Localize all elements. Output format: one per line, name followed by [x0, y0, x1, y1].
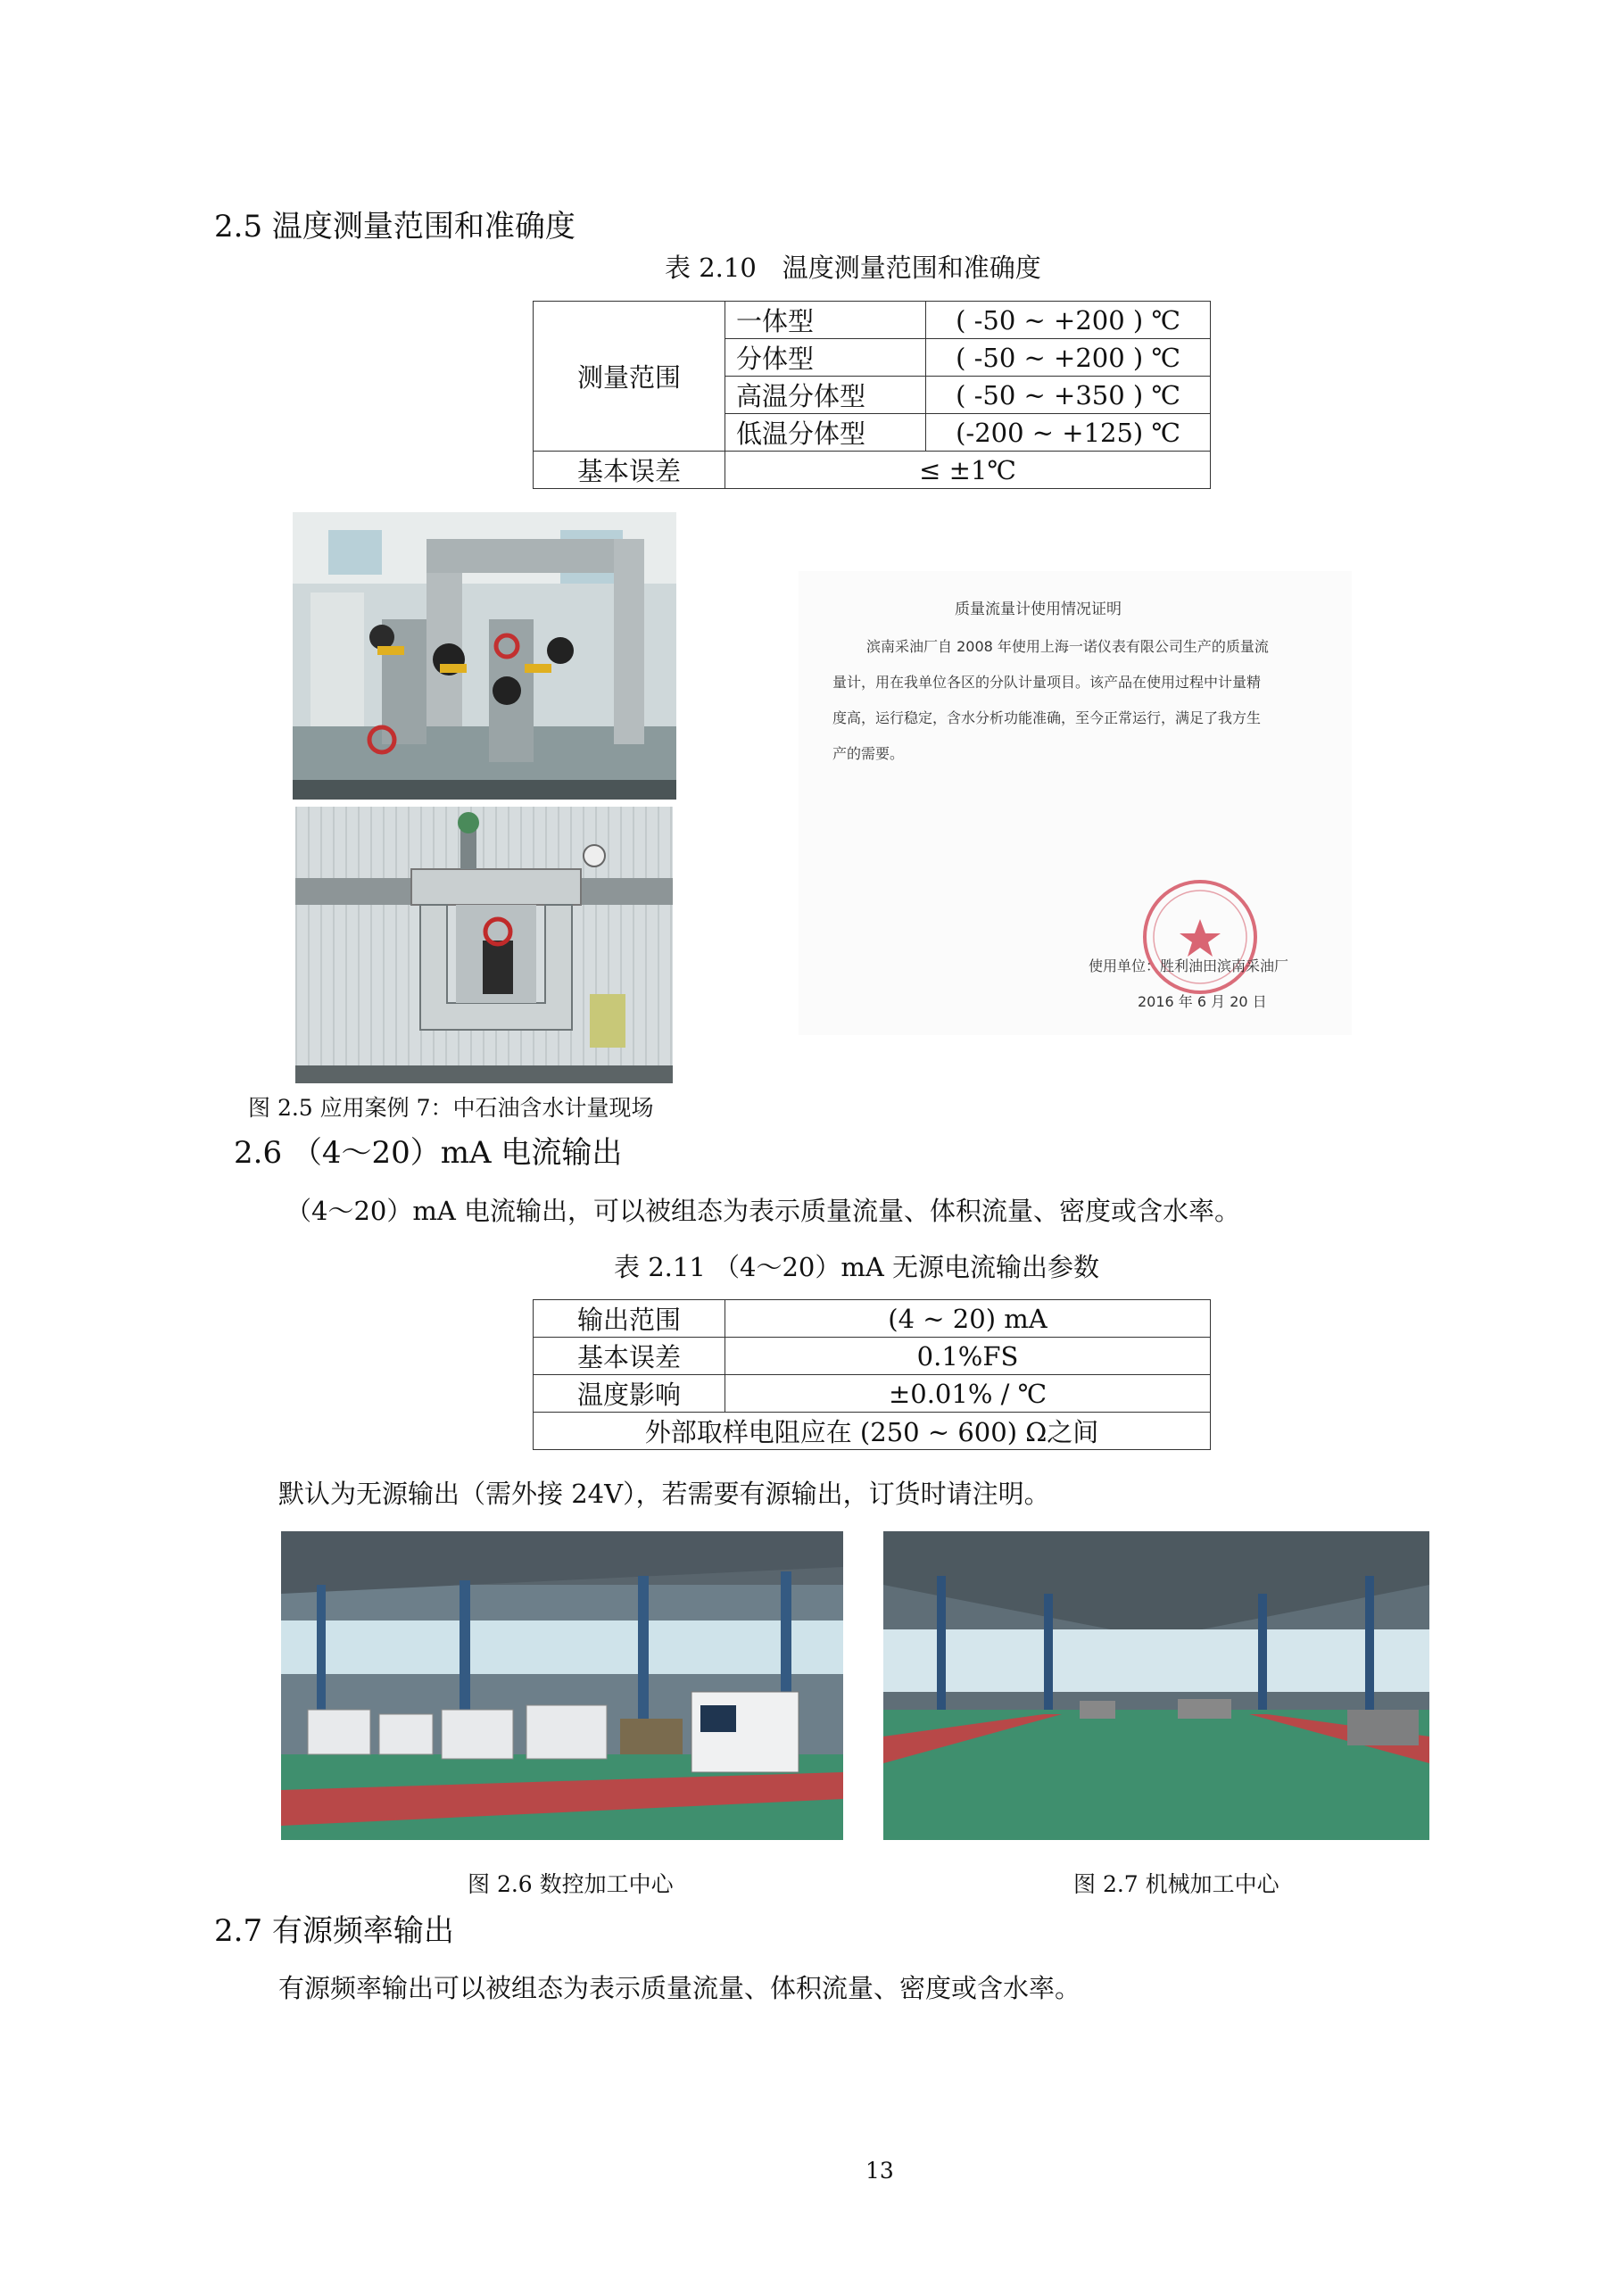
pipeline-installation-photo [293, 512, 676, 800]
resistor-note-cell: 外部取样电阻应在 (250 ~ 600) Ω之间 [534, 1413, 1211, 1450]
figure-caption-2-5: 图 2.5 应用案例 7：中石油含水计量现场 [248, 1095, 654, 1121]
certificate-line: 滨南采油厂自 2008 年使用上海一诺仪表有限公司生产的质量流 [866, 638, 1269, 655]
certificate-line: 量计，用在我单位各区的分队计量项目。该产品在使用过程中计量精 [832, 674, 1262, 691]
range-value-cell: (-200 ~ +125) ℃ [926, 414, 1211, 452]
sensor-type-cell: 低温分体型 [725, 414, 926, 452]
table-caption-2-11: 表 2.11 （4～20）mA 无源电流输出参数 [614, 1252, 1100, 1282]
certificate-line: 度高，运行稳定，含水分析功能准确，至今正常运行，满足了我方生 [832, 709, 1262, 726]
sensor-type-cell: 一体型 [725, 302, 926, 339]
usage-certificate [799, 571, 1352, 1035]
company-seal [1138, 874, 1263, 999]
figure-caption-2-6: 图 2.6 数控加工中心 [468, 1871, 674, 1897]
figure-caption-2-7: 图 2.7 机械加工中心 [1073, 1871, 1279, 1897]
section-heading-2-5: 2.5 温度测量范围和准确度 [214, 209, 576, 245]
range-value-cell: ( -50 ~ +350 ) ℃ [926, 377, 1211, 414]
passive-output-note: 默认为无源输出（需外接 24V），若需要有源输出，订货时请注明。 [278, 1479, 1050, 1509]
page-number: 13 [865, 2158, 894, 2184]
param-label-cell: 温度影响 [534, 1375, 725, 1413]
cnc-machining-center-photo [281, 1531, 843, 1840]
param-value-cell: 0.1%FS [725, 1338, 1211, 1375]
flowmeter-photo [295, 807, 673, 1083]
range-value-cell: ( -50 ~ +200 ) ℃ [926, 339, 1211, 377]
param-value-cell: ±0.01% / ℃ [725, 1375, 1211, 1413]
error-value-cell: ≤ ±1℃ [725, 452, 1211, 489]
section-2-7-intro: 有源频率输出可以被组态为表示质量流量、体积流量、密度或含水率。 [278, 1973, 1081, 2003]
certificate-title: 质量流量计使用情况证明 [955, 601, 1122, 618]
section-2-6-intro: （4～20）mA 电流输出，可以被组态为表示质量流量、体积流量、密度或含水率。 [286, 1196, 1241, 1226]
section-heading-2-7: 2.7 有源频率输出 [214, 1913, 454, 1949]
param-value-cell: (4 ~ 20) mA [725, 1300, 1211, 1338]
range-value-cell: ( -50 ~ +200 ) ℃ [926, 302, 1211, 339]
section-heading-2-6: 2.6 （4～20）mA 电流输出 [234, 1135, 623, 1171]
certificate-line: 产的需要。 [832, 745, 905, 762]
current-output-table [533, 1299, 1211, 1450]
error-label-cell: 基本误差 [534, 452, 725, 489]
range-label-cell: 测量范围 [534, 302, 725, 452]
certificate-date: 2016 年 6 月 20 日 [1138, 993, 1267, 1010]
certificate-signer: 使用单位：胜利油田滨南采油厂 [1089, 957, 1289, 974]
mechanical-machining-center-photo [883, 1531, 1429, 1840]
table-caption-2-10: 表 2.10 温度测量范围和准确度 [665, 253, 1041, 283]
param-label-cell: 输出范围 [534, 1300, 725, 1338]
sensor-type-cell: 分体型 [725, 339, 926, 377]
sensor-type-cell: 高温分体型 [725, 377, 926, 414]
param-label-cell: 基本误差 [534, 1338, 725, 1375]
temperature-range-table [533, 301, 1211, 489]
